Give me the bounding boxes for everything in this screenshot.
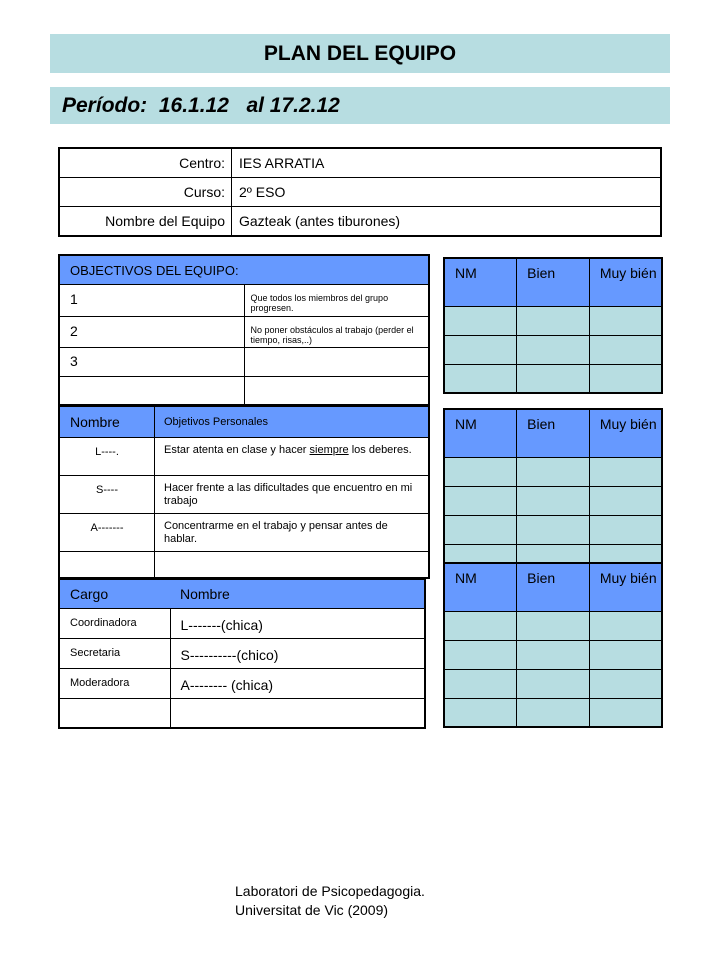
role-title: Coordinadora bbox=[59, 609, 170, 639]
footer-credit bbox=[235, 882, 425, 920]
grade-header-nm: NM bbox=[444, 258, 517, 306]
grade-cell[interactable] bbox=[517, 669, 590, 698]
grade-cell[interactable] bbox=[517, 611, 590, 640]
period-end: 17.2.12 bbox=[269, 94, 340, 117]
info-value: Gazteak (antes tiburones) bbox=[239, 213, 401, 229]
objectives-header: OBJECTIVOS DEL EQUIPO: bbox=[59, 255, 429, 285]
objective-number: 2 bbox=[59, 317, 244, 348]
grading-row bbox=[444, 669, 662, 698]
role-title: Moderadora bbox=[59, 669, 170, 699]
roles-header-row bbox=[59, 579, 425, 609]
personal-objective-text: los deberes. bbox=[348, 444, 412, 456]
objective-text bbox=[244, 348, 429, 377]
table-row bbox=[59, 285, 429, 317]
grade-cell[interactable] bbox=[589, 669, 662, 698]
personal-objective: Hacer frente a las dificultades que encuentro en mi trabajo bbox=[155, 476, 430, 514]
grade-cell[interactable] bbox=[589, 515, 662, 544]
member-name: S---- bbox=[59, 476, 155, 514]
grading-grid-roles bbox=[443, 562, 663, 728]
grade-header-muy-bien: Muy bién bbox=[589, 409, 662, 457]
table-row bbox=[59, 639, 425, 669]
page-title: PLAN DEL EQUIPO bbox=[50, 34, 670, 73]
grade-cell[interactable] bbox=[517, 364, 590, 393]
role-member: A-------- (chica) bbox=[170, 669, 425, 699]
grade-cell[interactable] bbox=[589, 457, 662, 486]
info-label: Centro: bbox=[59, 148, 232, 178]
personal-objective bbox=[155, 438, 430, 476]
member-name bbox=[59, 552, 155, 578]
grade-header-bien: Bien bbox=[517, 409, 590, 457]
grade-cell[interactable] bbox=[517, 640, 590, 669]
grading-grid-objectives bbox=[443, 257, 663, 394]
grade-cell[interactable] bbox=[444, 515, 517, 544]
grade-cell[interactable] bbox=[517, 335, 590, 364]
role-title bbox=[59, 699, 170, 728]
grade-header-muy-bien: Muy bién bbox=[589, 258, 662, 306]
objective-number bbox=[59, 377, 244, 405]
grade-cell[interactable] bbox=[589, 364, 662, 393]
role-member bbox=[170, 699, 425, 728]
grade-cell[interactable] bbox=[444, 698, 517, 727]
period-banner bbox=[50, 87, 670, 124]
grade-cell[interactable] bbox=[517, 457, 590, 486]
personal-objective-text: Estar atenta en clase y hacer bbox=[164, 444, 310, 456]
grade-cell[interactable] bbox=[589, 698, 662, 727]
grade-header-nm: NM bbox=[444, 409, 517, 457]
grade-header-muy-bien: Muy bién bbox=[589, 563, 662, 611]
grading-row bbox=[444, 364, 662, 393]
table-row bbox=[59, 609, 425, 639]
objective-text: No poner obstáculos al trabajo (perder el tiempo, risas,..) bbox=[244, 317, 429, 348]
grade-cell[interactable] bbox=[444, 335, 517, 364]
grade-cell[interactable] bbox=[444, 669, 517, 698]
grading-grid-personal bbox=[443, 408, 663, 574]
info-row-equipo bbox=[59, 207, 661, 237]
grading-row bbox=[444, 457, 662, 486]
grade-cell[interactable] bbox=[444, 457, 517, 486]
column-header-nombre: Nombre bbox=[170, 579, 425, 609]
column-header-name: Nombre bbox=[59, 406, 155, 438]
table-row bbox=[59, 552, 429, 578]
grade-cell[interactable] bbox=[517, 306, 590, 335]
info-value: IES ARRATIA bbox=[232, 148, 662, 178]
personal-objectives-table bbox=[58, 405, 430, 579]
grade-cell[interactable] bbox=[517, 486, 590, 515]
grading-row bbox=[444, 698, 662, 727]
table-row bbox=[59, 377, 429, 405]
role-member: L-------(chica) bbox=[170, 609, 425, 639]
table-row bbox=[59, 476, 429, 514]
grade-header-bien: Bien bbox=[517, 258, 590, 306]
grading-header-row bbox=[444, 563, 662, 611]
grade-cell[interactable] bbox=[589, 335, 662, 364]
footer-line: Universitat de Vic (2009) bbox=[235, 902, 389, 918]
info-label: Curso: bbox=[59, 178, 232, 207]
personal-header-row bbox=[59, 406, 429, 438]
grading-row bbox=[444, 335, 662, 364]
table-row bbox=[59, 669, 425, 699]
grade-cell[interactable] bbox=[517, 698, 590, 727]
grade-cell[interactable] bbox=[444, 364, 517, 393]
team-info-table bbox=[58, 147, 662, 237]
period-connector: al bbox=[246, 94, 264, 117]
member-name: A------- bbox=[59, 514, 155, 552]
grading-row bbox=[444, 306, 662, 335]
grade-cell[interactable] bbox=[444, 640, 517, 669]
grade-cell[interactable] bbox=[589, 306, 662, 335]
personal-objective bbox=[155, 552, 430, 578]
table-row bbox=[59, 348, 429, 377]
table-row bbox=[59, 699, 425, 728]
team-objectives-table bbox=[58, 254, 430, 406]
objective-text bbox=[244, 377, 429, 405]
table-row bbox=[59, 438, 429, 476]
grading-row bbox=[444, 640, 662, 669]
grade-cell[interactable] bbox=[444, 486, 517, 515]
info-row-centro bbox=[59, 148, 661, 178]
grading-row bbox=[444, 611, 662, 640]
roles-table bbox=[58, 578, 426, 729]
info-label: Nombre del Equipo bbox=[59, 207, 232, 237]
grading-header-row bbox=[444, 409, 662, 457]
role-member: S----------(chico) bbox=[170, 639, 425, 669]
grade-cell[interactable] bbox=[517, 515, 590, 544]
role-title: Secretaria bbox=[59, 639, 170, 669]
footer-line: Laboratori de Psicopedagogia. bbox=[235, 883, 425, 899]
grade-header-nm: NM bbox=[444, 563, 517, 611]
grading-row bbox=[444, 486, 662, 515]
objective-number: 1 bbox=[59, 285, 244, 317]
table-row bbox=[59, 514, 429, 552]
column-header-cargo: Cargo bbox=[59, 579, 170, 609]
period-label: Período: bbox=[62, 94, 148, 117]
grade-cell[interactable] bbox=[444, 611, 517, 640]
column-header-objectives: Objetivos Personales bbox=[155, 406, 430, 438]
objective-text: Que todos los miembros del grupo progresen. bbox=[244, 285, 429, 317]
grade-header-bien: Bien bbox=[517, 563, 590, 611]
member-name: L----. bbox=[59, 438, 155, 476]
personal-objective-emphasis: siempre bbox=[309, 444, 349, 456]
grade-cell[interactable] bbox=[589, 640, 662, 669]
grading-header-row bbox=[444, 258, 662, 306]
objective-number: 3 bbox=[59, 348, 244, 377]
personal-objective: Concentrarme en el trabajo y pensar antes de hablar. bbox=[155, 514, 430, 552]
grade-cell[interactable] bbox=[589, 486, 662, 515]
info-value: 2º ESO bbox=[232, 178, 662, 207]
info-row-curso bbox=[59, 178, 661, 207]
grade-cell[interactable] bbox=[589, 611, 662, 640]
period-start: 16.1.12 bbox=[158, 94, 229, 117]
grading-row bbox=[444, 515, 662, 544]
table-row bbox=[59, 317, 429, 348]
grade-cell[interactable] bbox=[444, 306, 517, 335]
objectives-header-row bbox=[59, 255, 429, 285]
